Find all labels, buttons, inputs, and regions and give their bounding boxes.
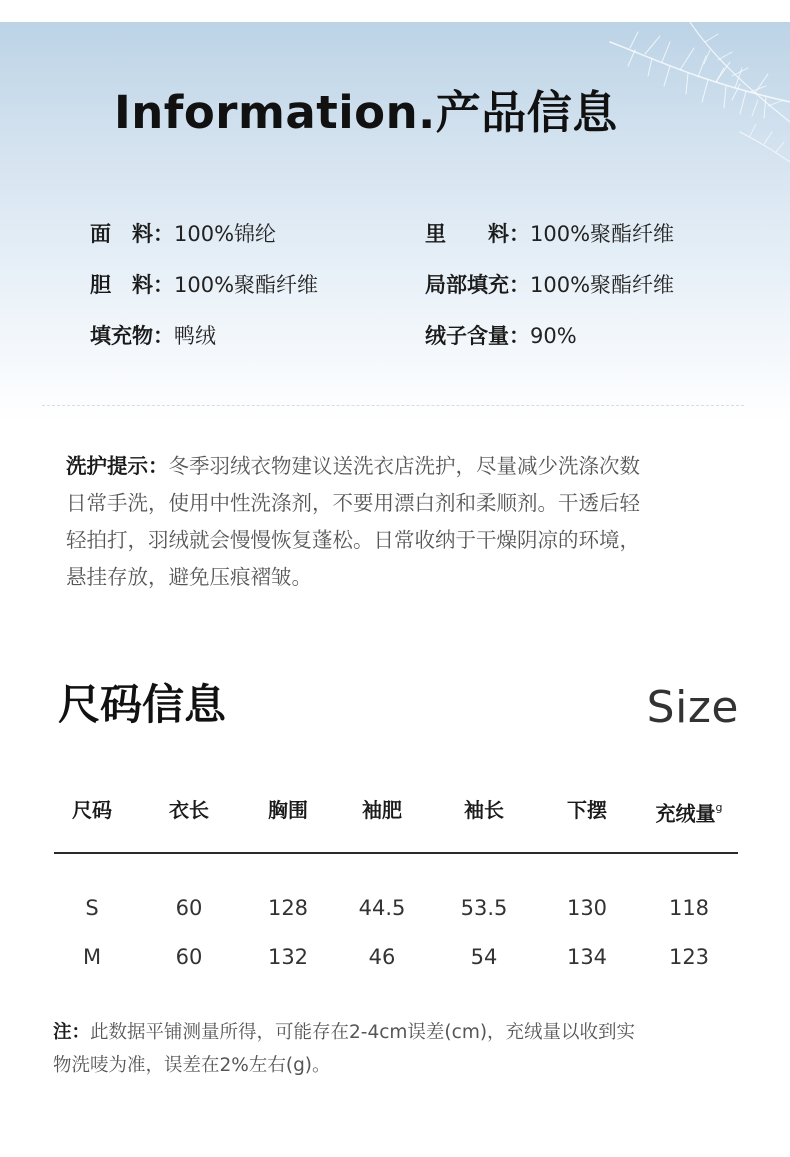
spec-row [90,224,276,245]
spec-label: 绒子含量： [425,324,530,348]
table-cell: 134 [566,945,608,969]
header-cell: 衣长 [169,798,209,822]
care-line: 日常手洗，使用中性洗涤剂，不要用漂白剂和柔顺剂。干透后轻 [66,491,640,515]
spec-label: 里 料： [425,222,530,246]
spec-label: 胆 料： [90,273,174,297]
spec-value: 90% [530,324,577,348]
note-text: 此数据平铺测量所得，可能存在2-4cm误差(cm)，充绒量以收到实 [90,1022,636,1043]
header-cell: 胸围 [268,798,308,822]
header-unit: g [715,801,723,814]
table-cell: S [85,896,99,920]
spec-label: 面 料： [90,222,174,246]
spec-row [425,224,674,245]
spec-label: 填充物： [90,324,174,348]
spec-value: 100%聚酯纤维 [530,273,675,297]
table-cell: 128 [267,896,309,920]
header-cell-text: 充绒量 [655,801,716,826]
spec-value: 鸭绒 [174,324,216,348]
spec-label: 局部填充： [425,273,530,297]
care-label: 洗护提示： [66,454,169,478]
size-table-header [42,795,742,825]
section-divider [42,405,744,406]
spec-row [425,326,577,347]
table-cell: M [82,945,102,969]
frost-branch-decoration [590,22,790,172]
table-rule [54,852,738,854]
note-line [53,1016,753,1049]
table-cell: 44.5 [358,896,406,920]
spec-value: 100%聚酯纤维 [530,222,675,246]
size-section-title-en: Size [646,682,739,733]
table-row [42,893,742,923]
table-cell: 132 [267,945,309,969]
spec-row [425,275,674,296]
spec-row [90,275,318,296]
header-cell [656,795,723,829]
note-label: 注： [53,1022,91,1043]
table-cell: 60 [175,945,203,969]
page-title: Information.产品信息 [114,86,618,139]
care-line: 悬挂存放，避免压痕褶皱。 [66,565,312,589]
top-band [0,0,790,22]
measurement-note [53,1016,753,1082]
table-cell: 123 [668,945,710,969]
table-cell: 130 [566,896,608,920]
care-text: 冬季羽绒衣物建议送洗衣店洗护，尽量减少洗涤次数 [168,454,640,478]
table-cell: 53.5 [460,896,508,920]
spec-row [90,326,216,347]
header-cell: 袖长 [464,798,504,822]
table-cell: 54 [470,945,498,969]
care-instructions [66,448,746,596]
header-cell: 尺码 [72,798,112,822]
table-row [42,942,742,972]
care-line: 轻拍打，羽绒就会慢慢恢复蓬松。日常收纳于干燥阴凉的环境， [66,528,640,552]
note-line: 物洗唛为准，误差在2%左右(g)。 [53,1055,331,1076]
size-section-title: 尺码信息 [58,680,227,729]
table-cell: 60 [175,896,203,920]
table-cell: 46 [368,945,396,969]
spec-value: 100%锦纶 [174,222,277,246]
header-cell: 下摆 [567,798,607,822]
care-line [66,448,746,485]
spec-value: 100%聚酯纤维 [174,273,319,297]
table-cell: 118 [668,896,710,920]
header-cell: 袖肥 [362,798,402,822]
